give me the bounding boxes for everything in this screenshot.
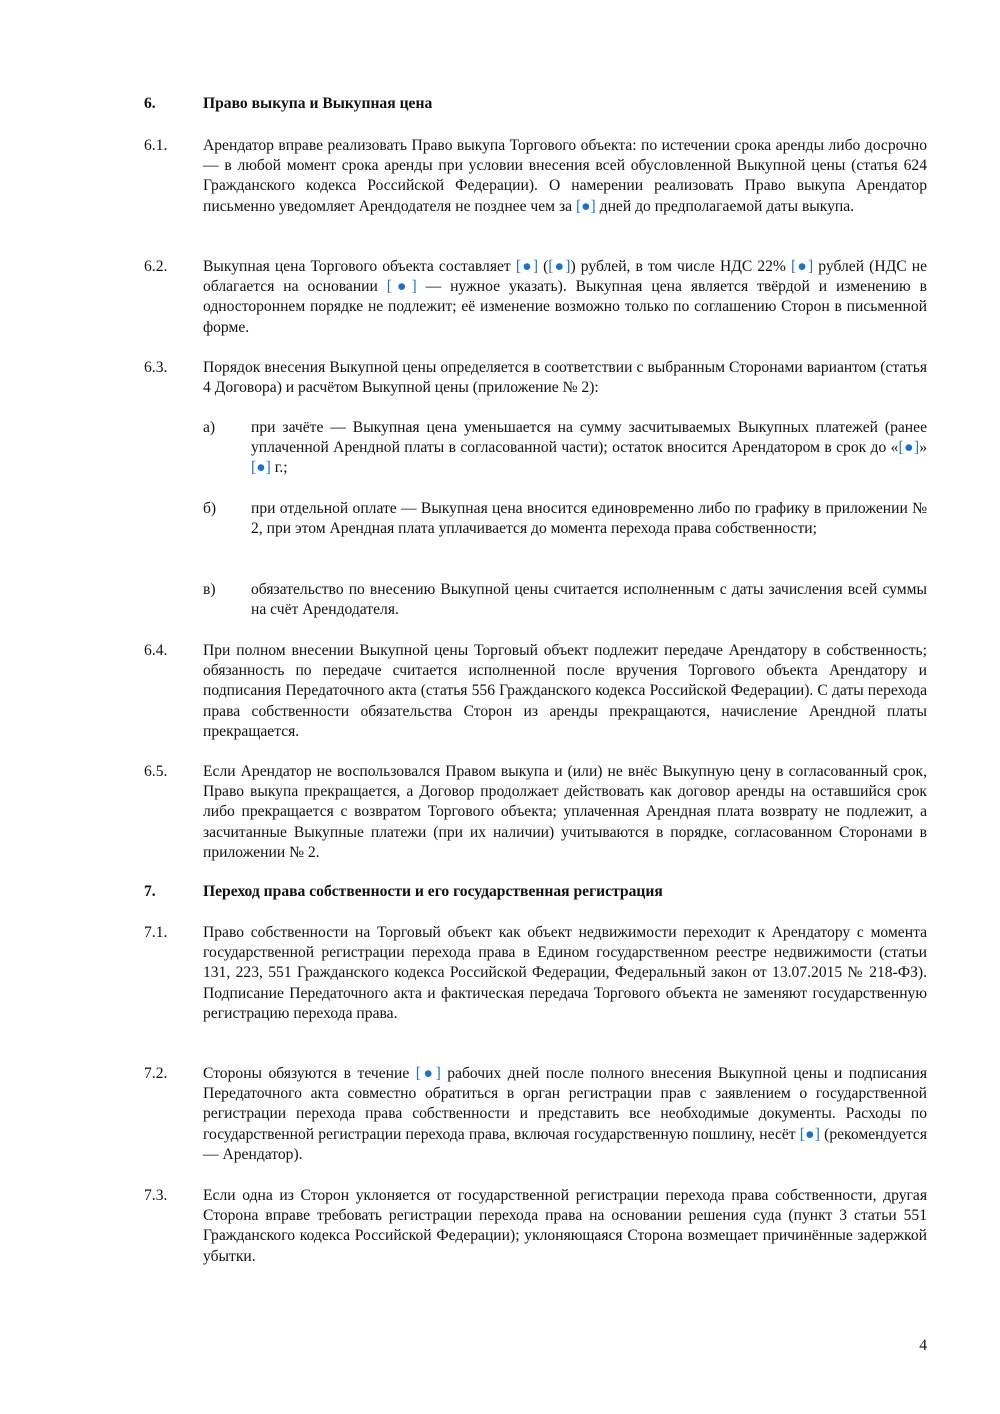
clause-6-2-number: 6.2. <box>144 258 168 275</box>
clause-6-5-text: Если Арендатор не воспользовался Правом выкупа и (или) не внёс Выкупную цену в согласованный срок, Право выкупа прекращается, а Договор продолжает действовать как договор аренды на оставшийся срок либо прекращается с возвратом Торгового объекта; уплаченная Арендная плата возврату не подлежит, а засчитанные Выкупные платежи (при их наличии) учитываются в порядке, согласованном Сторонами в приложении № 2. <box>203 763 927 861</box>
placeholder-blank: [●] <box>575 197 596 215</box>
subclause-c-text: обязательство по внесению Выкупной цены считается исполненным с даты зачисления всей суммы на счёт Арендодателя. <box>251 581 927 619</box>
page-number: 4 <box>919 1337 927 1354</box>
clause-7-2-number: 7.2. <box>144 1065 168 1082</box>
clause-7-3-number: 7.3. <box>144 1187 168 1204</box>
subclause-b-label: б) <box>203 500 217 517</box>
clause-6-1-text: Арендатор вправе реализовать Право выкупа Торгового объекта: по истечении срока аренды либо досрочно — в любой момент срока аренды при условии внесения всей обусловленной Выкупной цены (статья 624 Гражданского кодекса Российской Федерации). О намерении реализовать Право выкупа Арендатор письменно уведомляет Арендодателя не позднее чем за [●] дней до предполагаемой даты выкупа. <box>203 137 927 215</box>
subclause-a-text: при зачёте — Выкупная цена уменьшается на сумму засчитываемых Выкупных платежей (ранее уплаченной Арендной платы в согласованной части); остаток вносится Арендатором в срок до «[●]» [●] г.; <box>251 419 927 477</box>
clause-6-3-number: 6.3. <box>144 359 168 376</box>
placeholder-blank: [●] <box>515 258 539 275</box>
clause-7-2-text: Стороны обязуются в течение [●] рабочих дней после полного внесения Выкупной цены и подписания Передаточного акта совместно обратиться в орган регистрации прав с заявлением о государственной регистрации перехода права собственности и представить все необходимые документы. Расходы по государственной регистрации перехода права, включая государственную пошлину, несёт [●] (рекомендуется — Арендатор). <box>203 1065 928 1163</box>
clause-7-1-text: Право собственности на Торговый объект как объект недвижимости переходит к Арендатору с момента государственной регистрации перехода права в Едином государственном реестре недвижимости (статьи 131, 223, 551 Гражданского кодекса Российской Федерации, Федеральный закон от 13.07.2015 № 218-ФЗ). Подписание Передаточного акта и фактическая передача Торгового объекта не заменяют государственную регистрацию перехода права. <box>203 924 927 1022</box>
section-7-number: 7. <box>144 883 156 900</box>
subclause-c-label: в) <box>203 581 216 598</box>
placeholder-blank: [●] <box>898 439 920 457</box>
placeholder-blank: [●] <box>251 459 271 477</box>
clause-6-3-text: Порядок внесения Выкупной цены определяется в соответствии с выбранным Сторонами вариантом (статья 4 Договора) и расчётом Выкупной цены (приложение № 2): <box>203 359 927 397</box>
clause-6-4-text: При полном внесении Выкупной цены Торговый объект подлежит передаче Арендатору в собственность; обязанность по передаче считается исполненной после вручения Торгового объекта Арендатору и подписания Передаточного акта (статья 556 Гражданского кодекса Российской Федерации). С даты перехода права собственности обязательства Сторон из аренды прекращаются, начисление Арендной платы прекращается. <box>203 642 927 740</box>
placeholder-blank: [●] <box>548 258 571 275</box>
subclause-b-text: при отдельной оплате — Выкупная цена вносится единовременно либо по графику в приложении № 2, при этом Арендная плата уплачивается до момента перехода права собственности; <box>251 500 927 538</box>
section-6-number: 6. <box>144 95 156 112</box>
clause-6-5-number: 6.5. <box>144 763 168 780</box>
clause-7-1-number: 7.1. <box>144 924 168 941</box>
section-6-title: Право выкупа и Выкупная цена <box>203 95 433 112</box>
clause-7-3-text: Если одна из Сторон уклоняется от государственной регистрации перехода права собственности, другая Сторона вправе требовать регистрации перехода права на основании решения суда (пункт 3 статьи 551 Гражданского кодекса Российской Федерации); уклоняющаяся Сторона возмещает причинённые задержкой убытки. <box>203 1187 927 1265</box>
placeholder-blank: [●] <box>791 258 814 275</box>
clause-6-2-text: Выкупная цена Торгового объекта составляет [●] ([●]) рублей, в том числе НДС 22% [●] рублей (НДС не облагается на основании [●] — нужное указать). Выкупная цена является твёрдой и изменению в одностороннем порядке не подлежит; её изменение возможно только по соглашению Сторон в письменной форме. <box>203 258 927 336</box>
placeholder-blank: [●] <box>386 278 417 296</box>
clause-6-4-number: 6.4. <box>144 642 168 659</box>
subclause-a-label: а) <box>203 419 216 436</box>
placeholder-blank: [●] <box>415 1065 441 1082</box>
section-7-title: Переход права собственности и его государственная регистрация <box>203 883 663 900</box>
placeholder-blank: [●] <box>799 1125 820 1143</box>
clause-6-1-number: 6.1. <box>144 137 168 154</box>
